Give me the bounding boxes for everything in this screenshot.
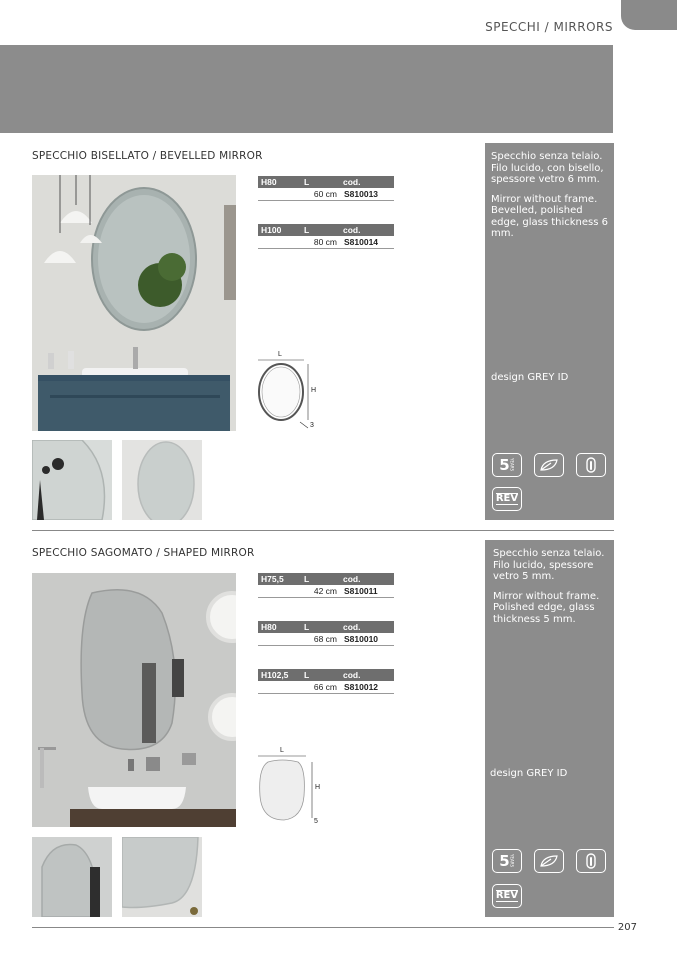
length-value: 42 cm	[313, 586, 337, 596]
description-italian: Specchio senza telaio. Filo lucido, spessore vetro 5 mm.	[493, 548, 605, 582]
page-header-title: SPECCHI / MIRRORS	[485, 20, 613, 34]
dimension-diagram	[254, 350, 324, 434]
designer-credit: design GREY ID	[490, 768, 568, 779]
height-label: H102,5	[261, 670, 289, 680]
description-italian: Specchio senza telaio. Filo lucido, con bisello, spessore vetro 6 mm.	[491, 151, 604, 185]
height-label: H80	[261, 622, 277, 632]
diagram-length-label: L	[278, 351, 282, 358]
height-label: H80	[261, 177, 277, 187]
header-banner	[0, 45, 613, 133]
length-header: L	[304, 622, 310, 632]
length-value: 60 cm	[313, 189, 337, 199]
section-divider	[32, 530, 614, 531]
product-thumbnail-edge	[122, 837, 202, 917]
leaf-eco-icon	[534, 849, 564, 873]
designer-credit: design GREY ID	[491, 372, 569, 383]
header-tab	[621, 0, 677, 30]
dimension-table	[258, 573, 394, 598]
dimension-table	[258, 669, 394, 694]
product-code: S810013	[344, 189, 379, 199]
length-header: L	[304, 225, 310, 235]
diagram-depth-label: 5	[314, 818, 318, 825]
footer-divider	[32, 927, 614, 928]
product-thumbnail-detail	[32, 837, 112, 917]
length-header: L	[304, 670, 310, 680]
product-code: S810014	[344, 237, 379, 247]
dimension-table	[258, 621, 394, 646]
product-thumbnail-edge	[122, 440, 202, 520]
product-code: S810012	[344, 682, 379, 692]
diagram-length-label: L	[280, 747, 284, 754]
length-header: L	[304, 574, 310, 584]
five-year-warranty-icon: 5 YEARS	[492, 849, 522, 873]
product-photo-bathroom	[32, 175, 236, 431]
page-number: 207	[617, 922, 637, 933]
description-english: Mirror without frame. Bevelled, polished edge, glass thickness 6 mm.	[491, 193, 608, 239]
length-value: 68 cm	[313, 634, 337, 644]
product-code: S810010	[344, 634, 379, 644]
dimension-diagram	[254, 746, 326, 830]
length-value: 66 cm	[313, 682, 337, 692]
product-photo-bathroom	[32, 573, 236, 827]
length-value: 80 cm	[313, 237, 337, 247]
description-english: Mirror without frame. Polished edge, glass thickness 5 mm.	[493, 590, 600, 625]
height-label: H75,5	[261, 574, 284, 584]
height-label: H100	[261, 225, 282, 235]
diagram-height-label: H	[315, 784, 321, 791]
code-header: cod.	[343, 574, 361, 584]
dimension-table	[258, 176, 394, 201]
product-thumbnail-detail	[32, 440, 112, 520]
rev-icon: REV	[492, 884, 522, 908]
product-code: S810011	[344, 586, 378, 596]
code-header: cod.	[343, 670, 361, 680]
dimension-table	[258, 224, 394, 249]
diagram-depth-label: 3	[310, 422, 314, 429]
code-header: cod.	[343, 622, 361, 632]
five-year-warranty-icon: 5 YEARS	[492, 453, 522, 477]
diagram-height-label: H	[311, 387, 317, 394]
code-header: cod.	[343, 225, 361, 235]
leaf-eco-icon	[534, 453, 564, 477]
product-title: SPECCHIO BISELLATO / BEVELLED MIRROR	[32, 150, 263, 162]
product-title: SPECCHIO SAGOMATO / SHAPED MIRROR	[32, 547, 255, 559]
clip-icon	[576, 849, 606, 873]
length-header: L	[304, 177, 310, 187]
rev-icon: REV	[492, 487, 522, 511]
clip-icon	[576, 453, 606, 477]
code-header: cod.	[343, 177, 361, 187]
